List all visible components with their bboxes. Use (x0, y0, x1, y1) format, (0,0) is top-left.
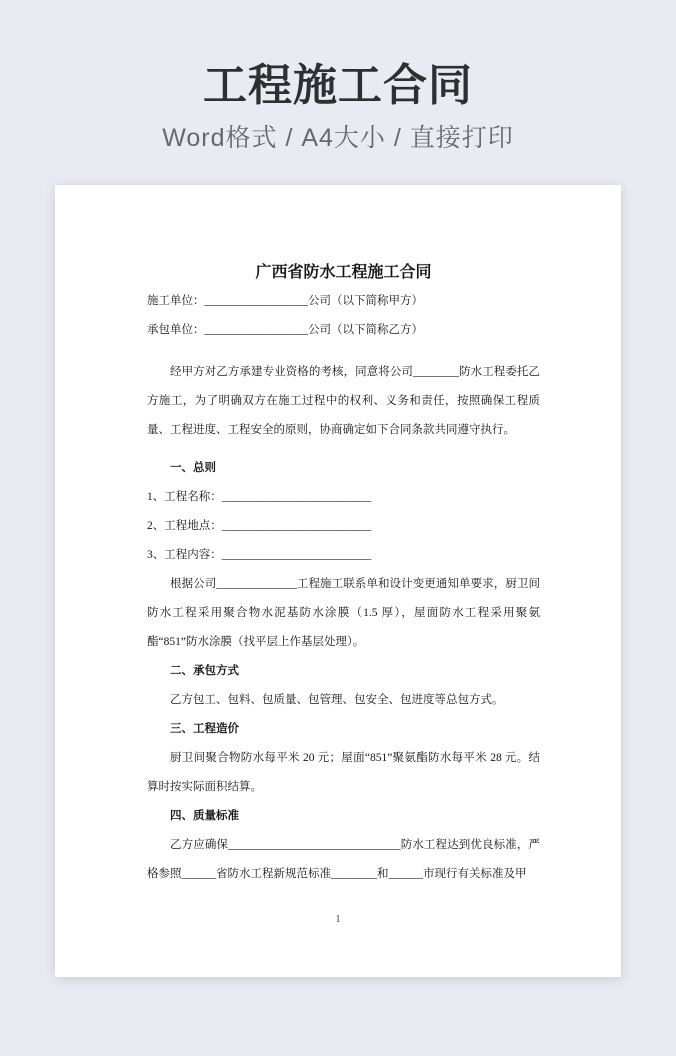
section1-heading: 一、总则 (170, 462, 216, 474)
party-line-constructor: 施工单位：__________________公司（以下简称甲方） (147, 295, 423, 307)
page-title: 工程施工合同 (203, 61, 473, 110)
party-line-contractor: 承包单位：__________________公司（以下简称乙方） (147, 324, 423, 336)
section1-paragraph: 根据公司______________工程施工联系单和设计变更通知单要求，厨卫间防水工程采用聚合物水泥基防水涂膜（1.5 厚），屋面防水工程采用聚氨酯“851”防水涂膜（找平层上作基层处理）。 (147, 578, 540, 648)
section4-paragraph: 乙方应确保______________________________防水工程达到优良标准，严格参照______省防水工程新规范标准________和______市现行有关标准及甲 (147, 839, 540, 880)
section2-paragraph: 乙方包工、包料、包质量、包管理、包安全、包进度等总包方式。 (170, 694, 504, 706)
page-header (0, 0, 676, 153)
page-subtitle: Word格式 / A4大小 / 直接打印 (162, 124, 514, 152)
section3-paragraph: 厨卫间聚合物防水每平米 20 元；屋面“851”聚氨酯防水每平米 28 元。结算时按实际面积结算。 (147, 752, 540, 793)
section4-heading: 四、质量标准 (170, 810, 239, 822)
document-content (147, 258, 540, 889)
project-name-field: 1、工程名称：__________________________ (147, 491, 372, 503)
section2-heading: 二、承包方式 (170, 665, 239, 677)
document-preview-sheet (55, 185, 621, 977)
section3-heading: 三、工程造价 (170, 723, 239, 735)
document-title: 广西省防水工程施工合同 (255, 264, 432, 281)
project-content-field: 3、工程内容：__________________________ (147, 549, 372, 561)
page-number: 1 (335, 914, 341, 925)
project-location-field: 2、工程地点：__________________________ (147, 520, 372, 532)
intro-paragraph: 经甲方对乙方承建专业资格的考核，同意将公司________防水工程委托乙方施工，为了明确双方在施工过程中的权利、义务和责任，按照确保工程质量、工程进度、工程安全的原则，协商确定如下合同条款共同遵守执行。 (147, 366, 540, 436)
